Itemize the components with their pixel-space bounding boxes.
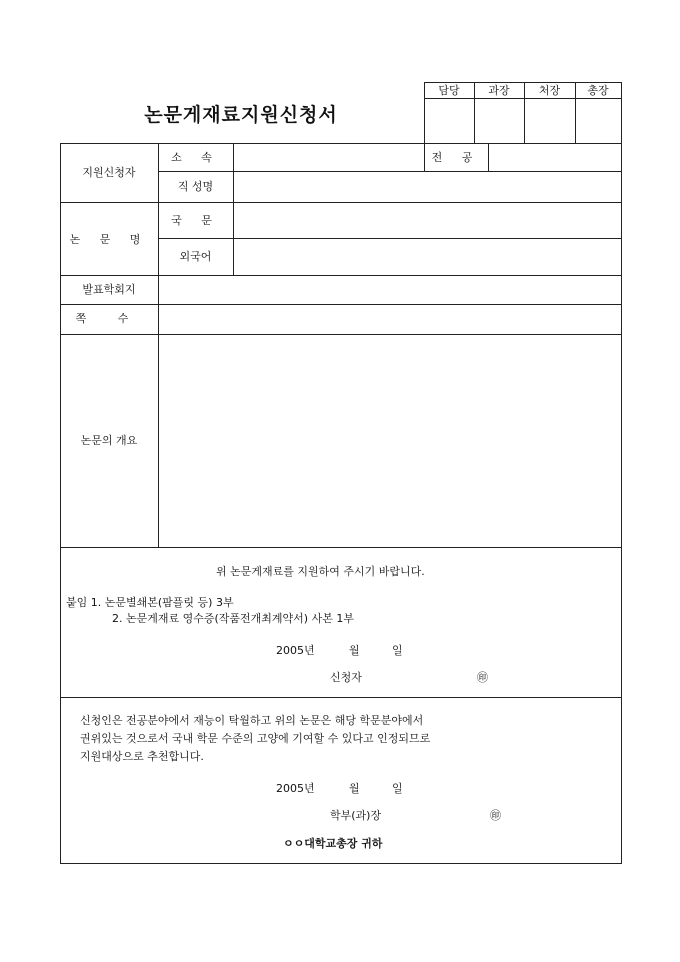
request-month: 월 (349, 644, 360, 657)
korean-title-label: 국 문 (171, 214, 220, 227)
affiliation-field[interactable] (234, 144, 424, 171)
approval-president-sign[interactable] (576, 99, 621, 143)
recommendation-line-2: 권위있는 것으로서 국내 학문 수준의 고양에 기여할 수 있다고 인정되므로 (80, 732, 431, 745)
korean-title-field[interactable] (234, 203, 621, 238)
approval-director-sign[interactable] (525, 99, 575, 143)
applicant-seal-icon: ㊞ (477, 671, 488, 684)
journal-label: 발표학회지 (82, 283, 136, 296)
request-day: 일 (392, 644, 403, 657)
recommendation-line-1: 신청인은 전공분야에서 재능이 탁월하고 위의 논문은 해당 학문분야에서 (80, 714, 424, 727)
approval-manager-label: 과장 (488, 84, 510, 97)
recommendation-year: 2005년 (276, 782, 315, 795)
attachment-1: 붙임 1. 논문별쇄본(팜플릿 등) 3부 (66, 596, 234, 609)
recommendation-day: 일 (392, 782, 403, 795)
pages-label: 쪽 수 (75, 312, 143, 325)
applicant-sign-field[interactable] (372, 668, 472, 688)
recommendation-month: 월 (349, 782, 360, 795)
position-name-field[interactable] (234, 172, 621, 202)
approval-manager-sign[interactable] (475, 99, 524, 143)
journal-field[interactable] (159, 276, 621, 304)
foreign-title-label: 외국어 (179, 250, 212, 263)
dept-head-seal-icon: ㊞ (490, 809, 501, 822)
approval-president-label: 총장 (587, 84, 609, 97)
major-label: 전 공 (431, 151, 481, 164)
approval-director-label: 처장 (538, 84, 561, 97)
request-year: 2005년 (276, 644, 315, 657)
major-field[interactable] (489, 144, 621, 171)
attachment-2: 2. 논문게재료 영수증(작품전개최계약서) 사본 1부 (112, 612, 354, 625)
pages-field[interactable] (159, 305, 621, 334)
addressee: ㅇㅇ대학교총장 귀하 (283, 837, 383, 850)
paper-title-label: 논 문 명 (69, 233, 149, 246)
dept-head-sign-field[interactable] (390, 806, 486, 826)
approval-staff-label: 담당 (438, 84, 460, 97)
summary-label: 논문의 개요 (80, 434, 138, 447)
request-statement: 위 논문게재료를 지원하여 주시기 바랍니다. (216, 565, 425, 578)
recommendation-line-3: 지원대상으로 추천합니다. (80, 750, 204, 763)
dept-head-label: 학부(과)장 (330, 809, 382, 822)
approval-staff-sign[interactable] (425, 99, 474, 143)
form-title: 논문게재료지원신청서 (144, 104, 338, 126)
affiliation-label: 소 속 (171, 151, 220, 164)
foreign-title-field[interactable] (234, 239, 621, 275)
applicant-sign-label: 신청자 (330, 671, 362, 684)
position-name-label: 직 성명 (177, 180, 214, 193)
applicant-label: 지원신청자 (82, 166, 136, 179)
summary-field[interactable] (159, 335, 621, 547)
